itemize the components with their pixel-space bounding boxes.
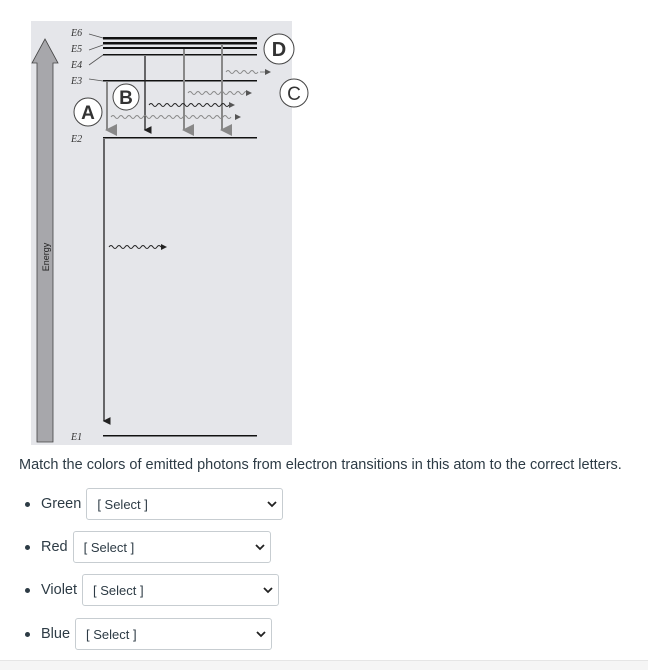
select-red[interactable] xyxy=(73,531,271,563)
answer-label-violet: Violet xyxy=(41,582,78,598)
level-e5 xyxy=(103,42,257,45)
level-label-e1: E1 xyxy=(71,432,83,443)
select-violet-value: [ Select ] xyxy=(93,583,144,598)
level-e2 xyxy=(103,137,257,139)
answer-row-red xyxy=(25,530,271,564)
select-blue[interactable] xyxy=(75,618,272,650)
energy-axis-label: Energy xyxy=(41,242,51,272)
level-label-e2: E2 xyxy=(71,134,83,145)
level-e4 xyxy=(103,54,257,56)
bullet xyxy=(25,502,30,507)
select-green-value: [ Select ] xyxy=(97,497,148,512)
bullet xyxy=(25,545,30,550)
marker-d xyxy=(264,34,294,64)
chevron-down-icon xyxy=(266,498,278,510)
marker-a xyxy=(74,98,102,126)
chevron-down-icon xyxy=(255,628,267,640)
chevron-down-icon xyxy=(254,541,266,553)
level-label-e3: E3 xyxy=(71,76,83,87)
level-e6 xyxy=(103,37,257,40)
marker-b xyxy=(113,84,139,110)
answer-row-violet xyxy=(25,573,279,607)
marker-b-label: B xyxy=(119,88,133,109)
level-label-e6: E6 xyxy=(71,28,83,39)
bullet xyxy=(25,632,30,637)
level-e1 xyxy=(103,435,257,437)
answer-label-red: Red xyxy=(41,539,68,555)
select-green[interactable] xyxy=(86,488,283,520)
answer-row-blue xyxy=(25,617,272,651)
select-violet[interactable] xyxy=(82,574,279,606)
marker-a-label: A xyxy=(81,103,95,124)
answer-label-blue: Blue xyxy=(41,626,71,642)
answer-label-green: Green xyxy=(41,496,82,512)
bottom-bar xyxy=(0,660,648,670)
level-label-e5: E5 xyxy=(71,44,83,55)
level-e3 xyxy=(103,80,257,82)
marker-d-label: D xyxy=(271,39,287,61)
answer-row-green xyxy=(25,487,283,521)
question-prompt: Match the colors of emitted photons from electron transitions in this atom to the correct letters. xyxy=(19,457,622,473)
marker-c-label: C xyxy=(287,84,301,105)
chevron-down-icon xyxy=(262,584,274,596)
energy-level-diagram xyxy=(31,21,301,445)
select-blue-value: [ Select ] xyxy=(86,627,137,642)
level-label-e4: E4 xyxy=(71,60,83,71)
bullet xyxy=(25,588,30,593)
select-red-value: [ Select ] xyxy=(83,540,135,555)
marker-c xyxy=(280,79,308,107)
